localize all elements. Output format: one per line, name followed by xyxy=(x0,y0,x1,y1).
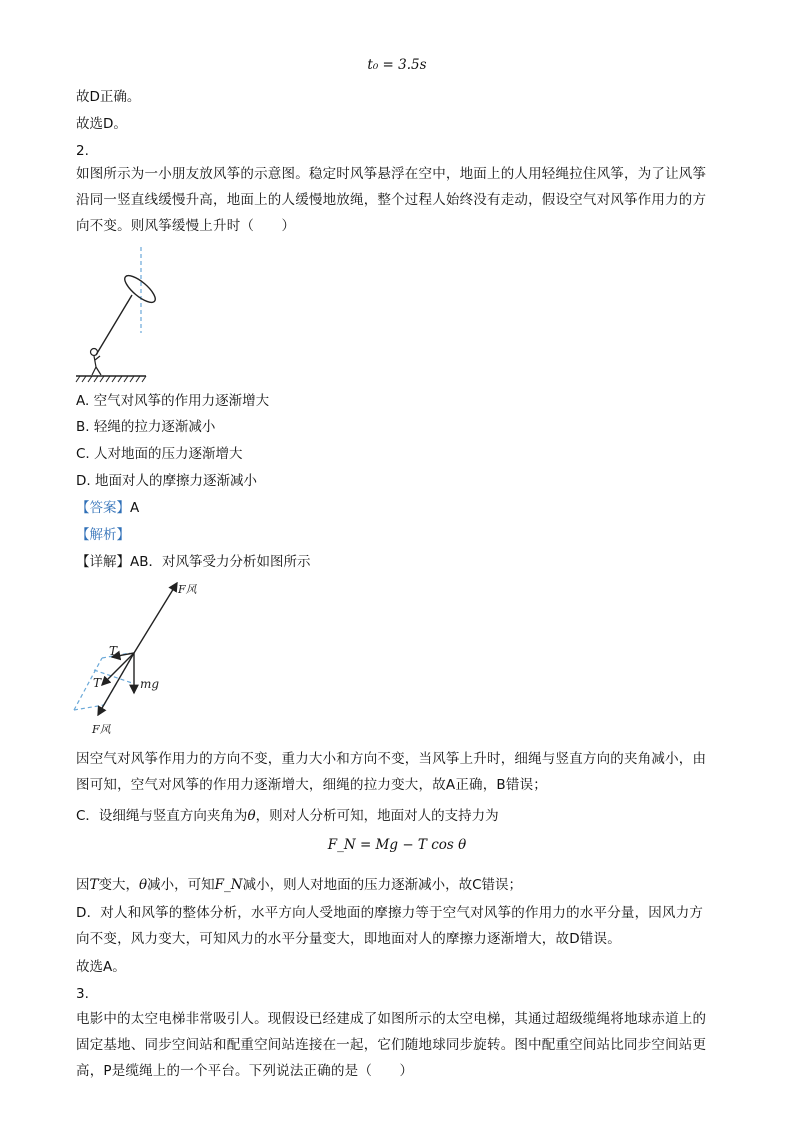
answer-line xyxy=(76,498,139,518)
force-diagram xyxy=(72,575,202,740)
kite-shape xyxy=(121,271,159,306)
para-3: 因T变大，θ减小，可知F_N减小，则人对地面的压力逐渐减小，故C错误； xyxy=(76,877,523,893)
kite-string xyxy=(96,295,132,355)
q2-option-b: B. 轻绳的拉力逐渐减小 xyxy=(76,419,216,435)
conclusion: 故选A。 xyxy=(76,959,126,975)
top-equation: t₀ = 3.5s xyxy=(367,57,427,73)
q3-stem: 电影中的太空电梯非常吸引人。现假设已经建成了如图所示的太空电梯，其通过超级缆绳将地球赤道上的固定基地、同步空间站和配重空间站连接在一起，它们随地球同步旋转。图中配重空间站比同步空间站更高，P是缆绳上的一个平台。下列说法正确的是（ ） xyxy=(76,1011,707,1079)
theta-symbol: θ xyxy=(247,808,256,824)
label-f-wind-top: F风 xyxy=(178,583,197,596)
q2-option-d: D. 地面对人的摩擦力逐渐减小 xyxy=(76,473,257,489)
detail-line xyxy=(76,552,311,572)
line-d-correct: 故D正确。 xyxy=(76,89,141,105)
para-4: D．对人和风筝的整体分析，水平方向人受地面的摩擦力等于空气对风筝的作用力的水平分量，因风力方向不变，风力变大，可知风力的水平分量变大，即地面对人的摩擦力逐渐增大，故D错误。 xyxy=(76,905,704,947)
kite-figure xyxy=(74,245,174,385)
q2-stem: 如图所示为一小朋友放风筝的示意图。稳定时风筝悬浮在空中，地面上的人用轻绳拉住风筝，为了让风筝沿同一竖直线缓慢升高，地面上的人缓慢地放绳，整个过程人始终没有走动，假设空气对风筝作用力的方向不变。则风筝缓慢上升时（ ） xyxy=(76,166,707,234)
answer-value: A xyxy=(130,500,140,516)
person-head xyxy=(91,349,98,356)
label-f-wind-bottom: F风 xyxy=(92,723,111,736)
q2-option-c: C. 人对地面的压力逐渐增大 xyxy=(76,446,243,462)
label-t2: T xyxy=(93,676,102,690)
q2-number: 2. xyxy=(76,143,89,159)
detail-intro: AB．对风筝受力分析如图所示 xyxy=(130,554,311,570)
f-wind-arrow xyxy=(134,583,177,653)
equation-fn: F_N = Mg − T cos θ xyxy=(327,837,467,853)
q2-option-a: A. 空气对风筝的作用力逐渐增大 xyxy=(76,393,270,409)
para-1: 因空气对风筝作用力的方向不变，重力大小和方向不变，当风筝上升时，细绳与竖直方向的夹角减小，由图可知，空气对风筝的作用力逐渐增大，细绳的拉力变大，故A正确，B错误； xyxy=(76,751,707,793)
detail-tag: 【详解】 xyxy=(76,554,130,570)
label-t1: T xyxy=(109,644,118,658)
para-2: C．设细绳与竖直方向夹角为θ，则对人分析可知，地面对人的支持力为 xyxy=(76,808,499,824)
q3-number: 3. xyxy=(76,986,89,1002)
answer-tag: 【答案】 xyxy=(76,500,130,516)
analysis-tag: 【解析】 xyxy=(76,527,130,543)
label-mg: mg xyxy=(140,677,160,691)
line-choose-d: 故选D。 xyxy=(76,116,127,132)
